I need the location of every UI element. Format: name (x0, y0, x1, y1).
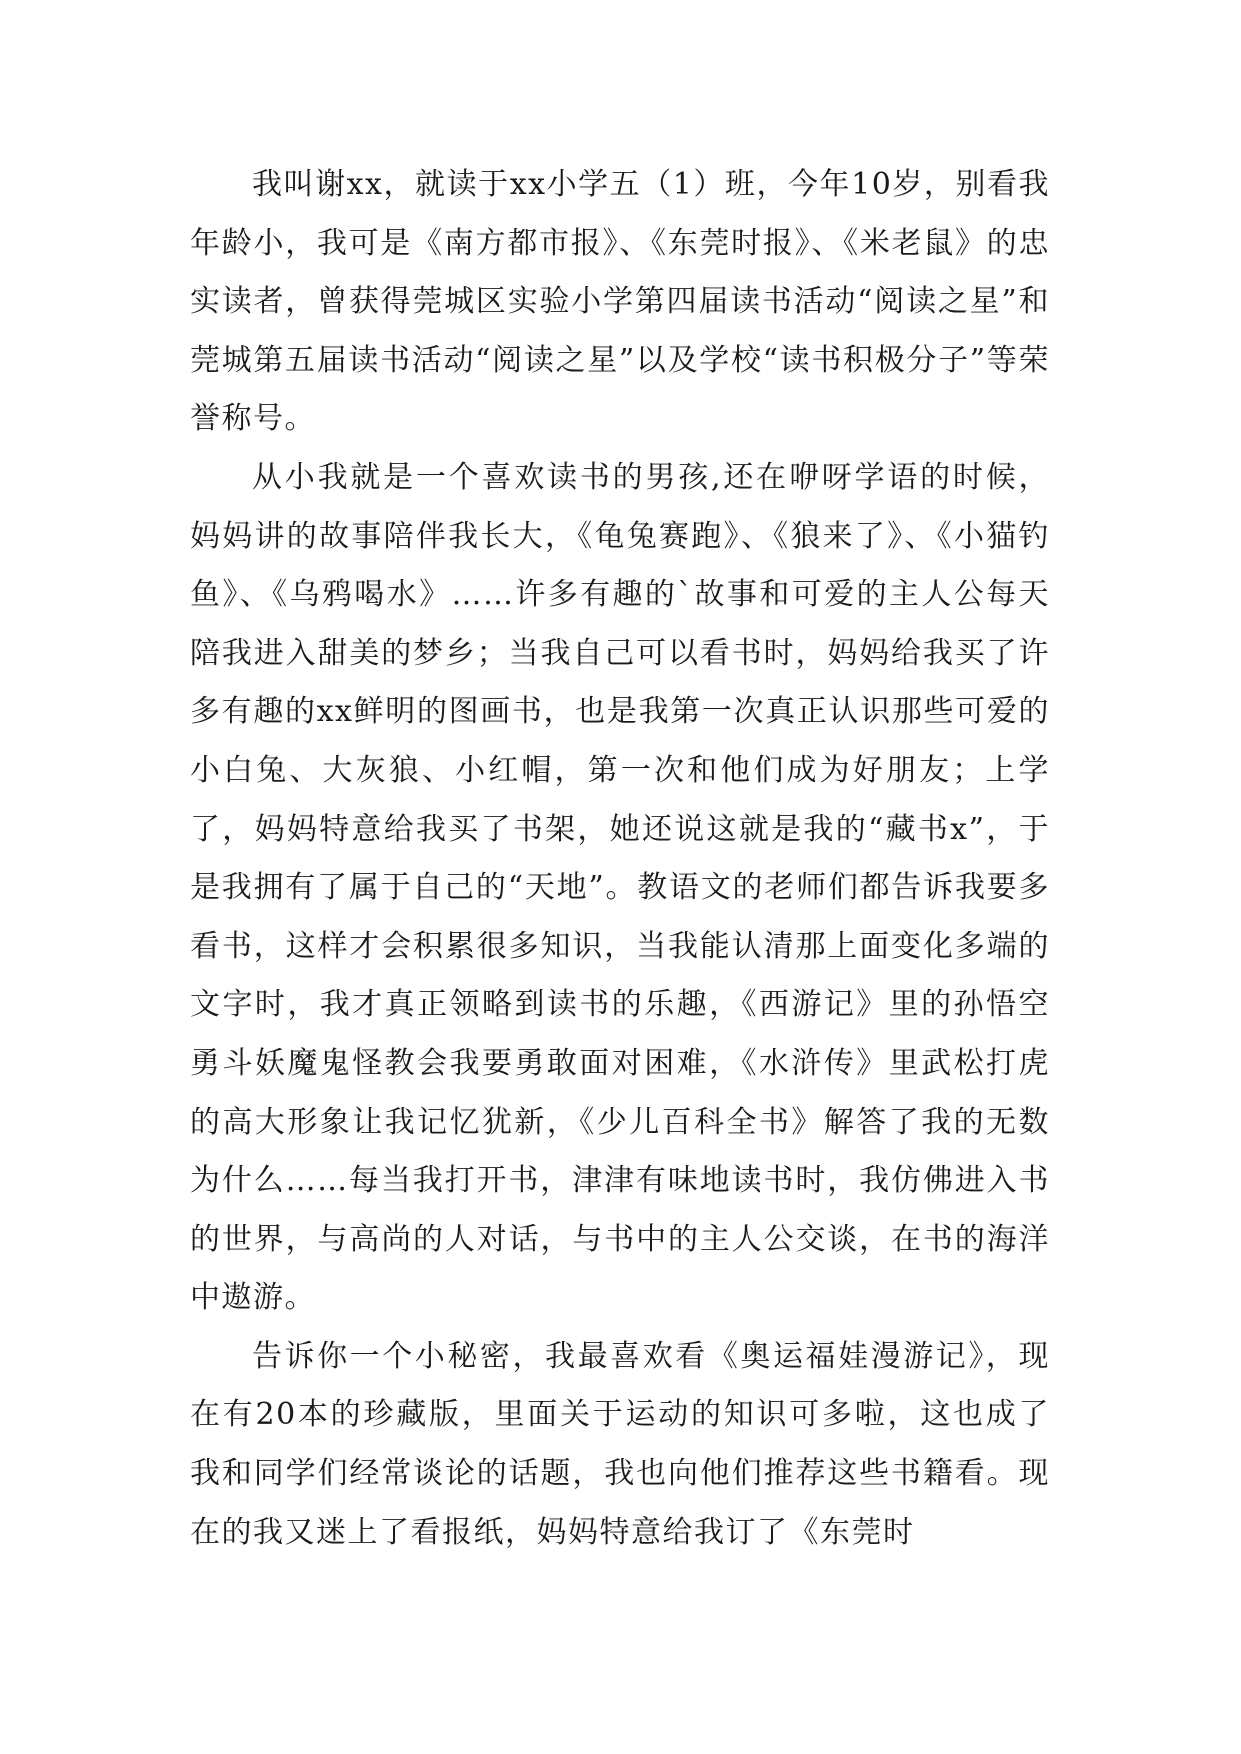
paragraph-3: 告诉你一个小秘密，我最喜欢看《奥运福娃漫游记》，现在有20本的珍藏版，里面关于运动的知识可多啦，这也成了我和同学们经常谈论的话题，我也向他们推荐这些书籍看。现在的我又迷上了看报纸，妈妈特意给我订了《东莞时 (190, 1338, 1050, 1550)
paragraph-1: 我叫谢xx，就读于xx小学五（1）班，今年10岁，别看我年龄小，我可是《南方都市报》、《东莞时报》、《米老鼠》的忠实读者，曾获得莞城区实验小学第四届读书活动“阅读之星”和莞城第五届读书活动“阅读之星”以及学校“读书积极分子”等荣誉称号。 (190, 167, 1050, 437)
document-body (190, 156, 1050, 1562)
paragraph-2: 从小我就是一个喜欢读书的男孩,还在咿呀学语的时候，妈妈讲的故事陪伴我长大，《龟兔赛跑》、《狼来了》、《小猫钓鱼》、《乌鸦喝水》……许多有趣的`故事和可爱的主人公每天陪我进入甜美的梦乡；当我自己可以看书时，妈妈给我买了许多有趣的xx鲜明的图画书，也是我第一次真正认识那些可爱的小白兔、大灰狼、小红帽，第一次和他们成为好朋友；上学了，妈妈特意给我买了书架，她还说这就是我的“藏书x”，于是我拥有了属于自己的“天地”。教语文的老师们都告诉我要多看书，这样才会积累很多知识，当我能认清那上面变化多端的文字时，我才真正领略到读书的乐趣，《西游记》里的孙悟空勇斗妖魔鬼怪教会我要勇敢面对困难，《水浒传》里武松打虎的高大形象让我记忆犹新，《少儿百科全书》解答了我的无数为什么……每当我打开书，津津有味地读书时，我仿佛进入书的世界，与高尚的人对话，与书中的主人公交谈，在书的海洋中遨游。 (190, 459, 1050, 1316)
